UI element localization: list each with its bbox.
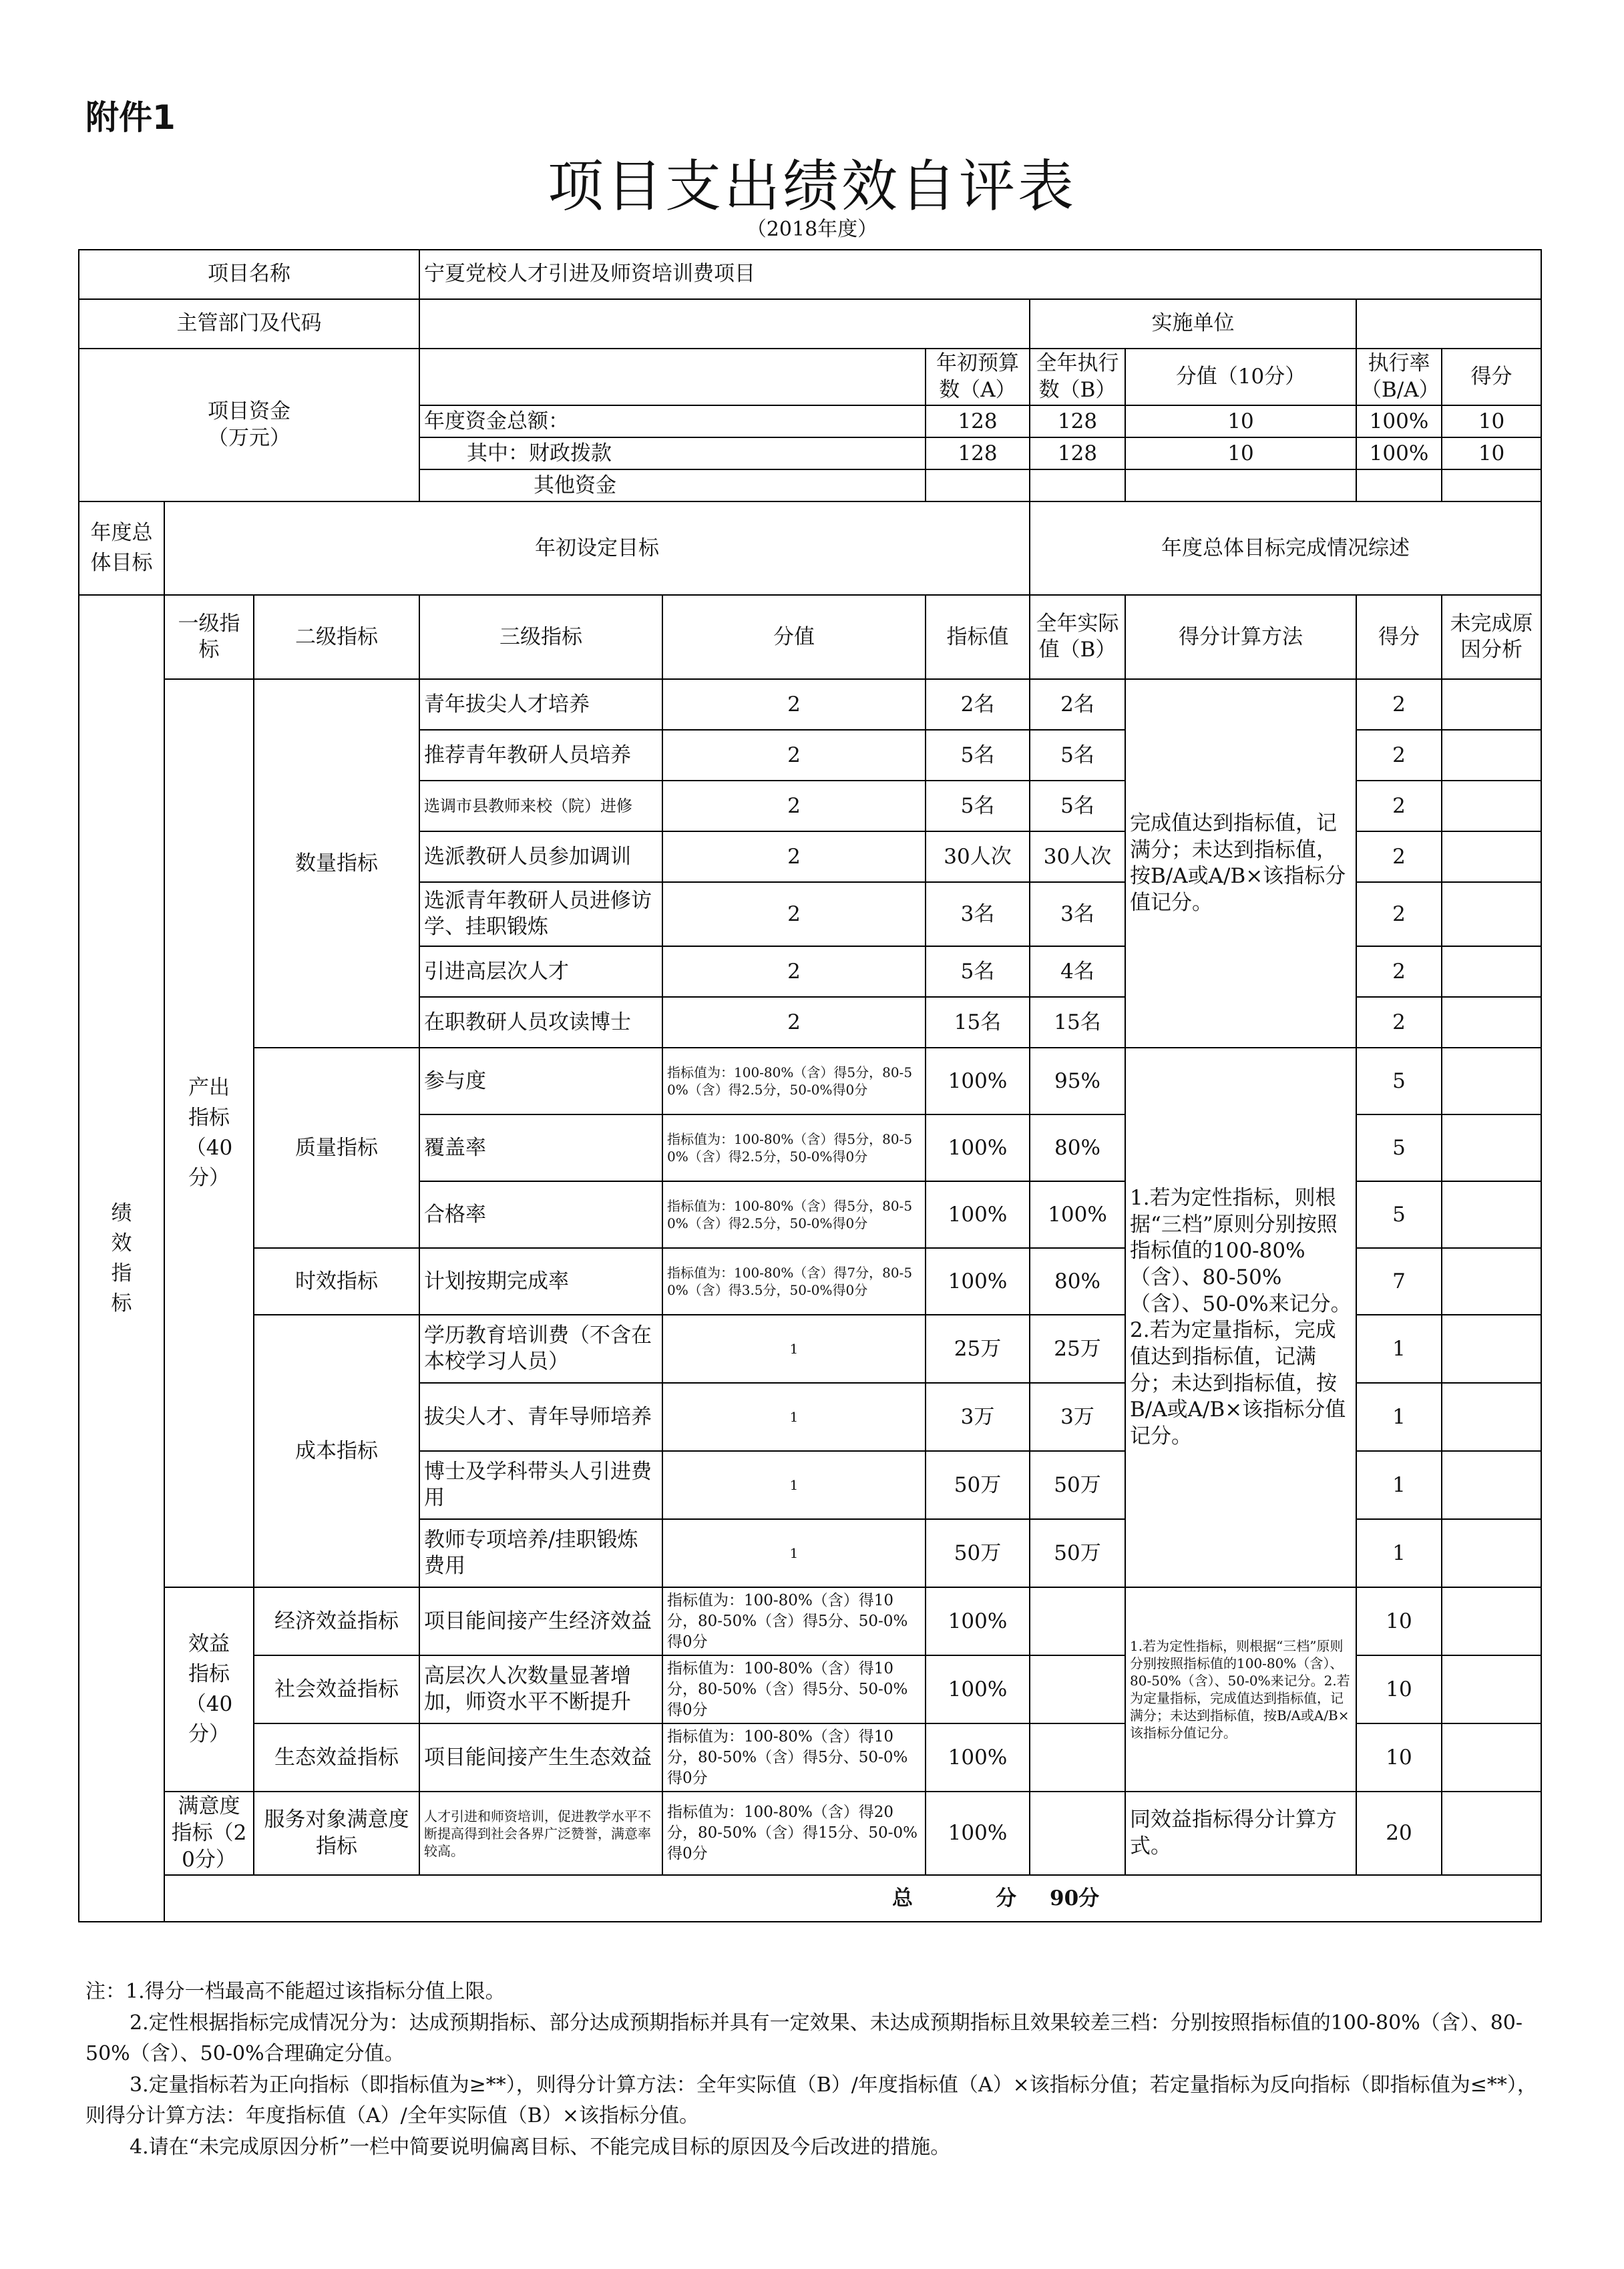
- reason-cell: [1442, 1114, 1541, 1181]
- total-label: 总 分: [164, 1875, 1030, 1922]
- level2-economic: 经济效益指标: [254, 1587, 419, 1655]
- quantity-row-name: 青年拔尖人才培养: [419, 679, 662, 730]
- impl-unit-label: 实施单位: [1030, 299, 1356, 349]
- funds-cell: 10: [1442, 437, 1541, 469]
- funds-cell: 10: [1125, 437, 1356, 469]
- quantity-row-target: 2名: [926, 679, 1030, 730]
- quantity-row-name: 选调市县教师来校（院）进修: [419, 781, 662, 831]
- benefit-row-value: 指标值为：100-80%（含）得10分，80-50%（含）得5分、50-0%得0分: [662, 1587, 926, 1655]
- quantity-row-target: 30人次: [926, 831, 1030, 882]
- quantity-row-value: 2: [662, 781, 926, 831]
- benefit-row-score: 10: [1356, 1655, 1442, 1723]
- funds-col-score-value: 分值（10分）: [1125, 349, 1356, 405]
- funds-cell: 128: [926, 437, 1030, 469]
- benefit-row-value: 指标值为：100-80%（含）得10分，80-50%（含）得5分、50-0%得0分: [662, 1655, 926, 1723]
- quality-row-score: 5: [1356, 1181, 1442, 1248]
- level2-cost: 成本指标: [254, 1315, 419, 1587]
- reason-cell: [1442, 1315, 1541, 1383]
- benefit-method: 1.若为定性指标，则根据“三档”原则分别按照指标值的100-80%（含）、80-50%（含）、50-0%来记分。2.若为定量指标，完成值达到指标值，记满分；未达到指标值，按B/A或A/B×该指标分值记分。: [1125, 1587, 1356, 1792]
- quality-row-name: 覆盖率: [419, 1114, 662, 1181]
- cost-row-target: 3万: [926, 1383, 1030, 1451]
- quantity-row-score: 2: [1356, 882, 1442, 946]
- benefit-row-score: 10: [1356, 1723, 1442, 1792]
- timeliness-row-target: 100%: [926, 1248, 1030, 1315]
- col-level3: 三级指标: [419, 595, 662, 679]
- goals-complete-label: 年度总体目标完成情况综述: [1030, 501, 1541, 595]
- evaluation-table: [78, 249, 1542, 1922]
- quantity-row-value: 2: [662, 997, 926, 1048]
- quality-row-target: 100%: [926, 1114, 1030, 1181]
- page-title: 项目支出绩效自评表: [547, 154, 1076, 219]
- quality-row-value: 指标值为：100-80%（含）得5分，80-50%（含）得2.5分，50-0%得0分: [662, 1048, 926, 1114]
- benefit-row-name: 项目能间接产生生态效益: [419, 1723, 662, 1792]
- quality-row-actual: 80%: [1030, 1114, 1125, 1181]
- quantity-row-value: 2: [662, 730, 926, 781]
- satisfaction-row-value: 指标值为：100-80%（含）得20分，80-50%（含）得15分、50-0%得0分: [662, 1792, 926, 1875]
- cost-row-actual: 25万: [1030, 1315, 1125, 1383]
- attachment-label: 附件1: [85, 98, 176, 137]
- cost-row-name: 博士及学科带头人引进费用: [419, 1451, 662, 1519]
- timeliness-row-actual: 80%: [1030, 1248, 1125, 1315]
- reason-cell: [1442, 1248, 1541, 1315]
- benefit-row-target: 100%: [926, 1587, 1030, 1655]
- reason-cell: [1442, 1792, 1541, 1875]
- cost-row-actual: 50万: [1030, 1519, 1125, 1587]
- col-level2: 二级指标: [254, 595, 419, 679]
- reason-cell: [1442, 1587, 1541, 1655]
- funds-cell: 128: [1030, 437, 1125, 469]
- col-score: 得分: [1356, 595, 1442, 679]
- benefit-row-score: 10: [1356, 1587, 1442, 1655]
- benefit-row-target: 100%: [926, 1723, 1030, 1792]
- quantity-row-name: 选派教研人员参加调训: [419, 831, 662, 882]
- project-name-label: 项目名称: [79, 250, 419, 299]
- cost-row-score: 1: [1356, 1315, 1442, 1383]
- level2-social: 社会效益指标: [254, 1655, 419, 1723]
- quantity-row-name: 在职教研人员攻读博士: [419, 997, 662, 1048]
- cost-row-value: 1: [662, 1519, 926, 1587]
- benefit-row-actual: [1030, 1587, 1125, 1655]
- quantity-method: 完成值达到指标值，记满分；未达到指标值，按B/A或A/B×该指标分值记分。: [1125, 679, 1356, 1048]
- funds-cell: [1442, 469, 1541, 501]
- quantity-row-target: 5名: [926, 946, 1030, 997]
- cost-row-actual: 50万: [1030, 1451, 1125, 1519]
- funds-cell: [1125, 469, 1356, 501]
- timeliness-row-score: 7: [1356, 1248, 1442, 1315]
- reason-cell: [1442, 730, 1541, 781]
- funds-label: 项目资金 （万元）: [79, 349, 419, 501]
- funds-col-rate: 执行率（B/A）: [1356, 349, 1442, 405]
- satisfaction-row-target: 100%: [926, 1792, 1030, 1875]
- cost-row-name: 学历教育培训费（不含在本校学习人员）: [419, 1315, 662, 1383]
- reason-cell: [1442, 882, 1541, 946]
- reason-cell: [1442, 1723, 1541, 1792]
- benefit-row-actual: [1030, 1723, 1125, 1792]
- quantity-row-actual: 15名: [1030, 997, 1125, 1048]
- funds-cell: [1356, 469, 1442, 501]
- quantity-row-score: 2: [1356, 997, 1442, 1048]
- quality-row-value: 指标值为：100-80%（含）得5分，80-50%（含）得2.5分，50-0%得0分: [662, 1114, 926, 1181]
- quality-method: 1.若为定性指标，则根据“三档”原则分别按照指标值的100-80%（含）、80-50%（含）、50-0%来记分。2.若为定量指标，完成值达到指标值，记满分；未达到指标值，按B/A或A/B×该指标分值记分。: [1125, 1048, 1356, 1587]
- satisfaction-row-actual: [1030, 1792, 1125, 1875]
- cost-row-target: 50万: [926, 1451, 1030, 1519]
- funds-row-fiscal: 其中：财政拨款: [419, 437, 926, 469]
- satisfaction-row-score: 20: [1356, 1792, 1442, 1875]
- reason-cell: [1442, 946, 1541, 997]
- dept-label: 主管部门及代码: [79, 299, 419, 349]
- cost-row-target: 25万: [926, 1315, 1030, 1383]
- quantity-row-value: 2: [662, 679, 926, 730]
- quantity-row-target: 5名: [926, 730, 1030, 781]
- funds-cell: 100%: [1356, 405, 1442, 437]
- level2-service: 服务对象满意度指标: [254, 1792, 419, 1875]
- quantity-row-score: 2: [1356, 946, 1442, 997]
- quantity-row-actual: 30人次: [1030, 831, 1125, 882]
- level2-quantity: 数量指标: [254, 679, 419, 1048]
- quality-row-target: 100%: [926, 1048, 1030, 1114]
- col-score-value: 分值: [662, 595, 926, 679]
- note-1: 注：1.得分一档最高不能超过该指标分值上限。: [85, 1980, 505, 2003]
- cost-row-value: 1: [662, 1315, 926, 1383]
- quality-row-actual: 95%: [1030, 1048, 1125, 1114]
- funds-cell: 10: [1442, 405, 1541, 437]
- cost-row-actual: 3万: [1030, 1383, 1125, 1451]
- benefit-row-name: 项目能间接产生经济效益: [419, 1587, 662, 1655]
- col-target: 指标值: [926, 595, 1030, 679]
- reason-cell: [1442, 1048, 1541, 1114]
- quantity-row-value: 2: [662, 882, 926, 946]
- goals-label: 年度总体目标: [79, 501, 164, 595]
- quality-row-score: 5: [1356, 1048, 1442, 1114]
- benefit-row-name: 高层次人次数量显著增加，师资水平不断提升: [419, 1655, 662, 1723]
- benefit-row-actual: [1030, 1655, 1125, 1723]
- reason-cell: [1442, 831, 1541, 882]
- quality-row-value: 指标值为：100-80%（含）得5分，80-50%（含）得2.5分，50-0%得0分: [662, 1181, 926, 1248]
- level2-timeliness: 时效指标: [254, 1248, 419, 1315]
- funds-cell: [926, 469, 1030, 501]
- col-reason: 未完成原因分析: [1442, 595, 1541, 679]
- quantity-row-actual: 5名: [1030, 781, 1125, 831]
- quantity-row-score: 2: [1356, 781, 1442, 831]
- funds-cell: 128: [926, 405, 1030, 437]
- project-name-value: 宁夏党校人才引进及师资培训费项目: [419, 250, 1541, 299]
- funds-cell: [1030, 469, 1125, 501]
- funds-row-total: 年度资金总额：: [419, 405, 926, 437]
- note-2: 2.定性根据指标完成情况分为：达成预期指标、部分达成预期指标并具有一定效果、未达成预期指标且效果较差三档：分别按照指标值的100-80%（含）、80-50%（含）、50-0%合理确定分值。: [85, 2011, 1523, 2065]
- level1-benefit: 效益指标（40分）: [164, 1587, 254, 1792]
- reason-cell: [1442, 997, 1541, 1048]
- level1-output: 产出指标（40分）: [164, 679, 254, 1587]
- impl-unit-value: [1356, 299, 1541, 349]
- cost-row-target: 50万: [926, 1519, 1030, 1587]
- level1-satisfaction: 满意度指标（20分）: [164, 1792, 254, 1875]
- reason-cell: [1442, 1383, 1541, 1451]
- reason-cell: [1442, 1451, 1541, 1519]
- level2-quality: 质量指标: [254, 1048, 419, 1248]
- quality-row-target: 100%: [926, 1181, 1030, 1248]
- timeliness-row-value: 指标值为：100-80%（含）得7分，80-50%（含）得3.5分，50-0%得0分: [662, 1248, 926, 1315]
- satisfaction-row-name: 人才引进和师资培训，促进教学水平不断提高得到社会各界广泛赞誉，满意率较高。: [419, 1792, 662, 1875]
- funds-col-a: 年初预算数（A）: [926, 349, 1030, 405]
- quantity-row-value: 2: [662, 946, 926, 997]
- cost-row-score: 1: [1356, 1383, 1442, 1451]
- reason-cell: [1442, 781, 1541, 831]
- cost-row-name: 教师专项培养/挂职锻炼费用: [419, 1519, 662, 1587]
- total-score: 90分: [1030, 1875, 1541, 1922]
- quantity-row-score: 2: [1356, 831, 1442, 882]
- quantity-row-actual: 4名: [1030, 946, 1125, 997]
- quantity-row-target: 15名: [926, 997, 1030, 1048]
- cost-row-score: 1: [1356, 1451, 1442, 1519]
- level2-ecological: 生态效益指标: [254, 1723, 419, 1792]
- quality-row-actual: 100%: [1030, 1181, 1125, 1248]
- timeliness-row-name: 计划按期完成率: [419, 1248, 662, 1315]
- reason-cell: [1442, 679, 1541, 730]
- col-actual: 全年实际值（B）: [1030, 595, 1125, 679]
- funds-cell: 10: [1125, 405, 1356, 437]
- quantity-row-actual: 2名: [1030, 679, 1125, 730]
- funds-row-other: 其他资金: [419, 469, 926, 501]
- quantity-row-actual: 5名: [1030, 730, 1125, 781]
- performance-indicators-label: 绩效指标: [79, 595, 164, 1922]
- cost-row-value: 1: [662, 1383, 926, 1451]
- goals-set-label: 年初设定目标: [164, 501, 1030, 595]
- reason-cell: [1442, 1519, 1541, 1587]
- quantity-row-value: 2: [662, 831, 926, 882]
- quantity-row-score: 2: [1356, 679, 1442, 730]
- cost-row-name: 拔尖人才、青年导师培养: [419, 1383, 662, 1451]
- cost-row-score: 1: [1356, 1519, 1442, 1587]
- quantity-row-name: 选派青年教研人员进修访学、挂职锻炼: [419, 882, 662, 946]
- reason-cell: [1442, 1181, 1541, 1248]
- col-method: 得分计算方法: [1125, 595, 1356, 679]
- note-4: 4.请在“未完成原因分析”一栏中简要说明偏离目标、不能完成目标的原因及今后改进的措施。: [130, 2135, 951, 2159]
- benefit-row-target: 100%: [926, 1655, 1030, 1723]
- notes-section: [85, 1977, 1541, 2163]
- reason-cell: [1442, 1655, 1541, 1723]
- quality-row-score: 5: [1356, 1114, 1442, 1181]
- funds-cell: 128: [1030, 405, 1125, 437]
- page-subtitle: （2018年度）: [746, 218, 878, 241]
- col-level1: 一级指标: [164, 595, 254, 679]
- quantity-row-name: 引进高层次人才: [419, 946, 662, 997]
- quality-row-name: 参与度: [419, 1048, 662, 1114]
- quantity-row-target: 5名: [926, 781, 1030, 831]
- benefit-row-value: 指标值为：100-80%（含）得10分，80-50%（含）得5分、50-0%得0分: [662, 1723, 926, 1792]
- quantity-row-score: 2: [1356, 730, 1442, 781]
- funds-cell: 100%: [1356, 437, 1442, 469]
- note-3: 3.定量指标若为正向指标（即指标值为≥**），则得分计算方法：全年实际值（B）/年度指标值（A）×该指标分值；若定量指标为反向指标（即指标值为≤**），则得分计算方法：年度指标值（A）/全年实际值（B）×该指标分值。: [85, 2073, 1537, 2127]
- cost-row-value: 1: [662, 1451, 926, 1519]
- funds-blank: [419, 349, 926, 405]
- satisfaction-method: 同效益指标得分计算方式。: [1125, 1792, 1356, 1875]
- quality-row-name: 合格率: [419, 1181, 662, 1248]
- quantity-row-name: 推荐青年教研人员培养: [419, 730, 662, 781]
- funds-col-score: 得分: [1442, 349, 1541, 405]
- quantity-row-target: 3名: [926, 882, 1030, 946]
- dept-value: [419, 299, 1030, 349]
- funds-col-b: 全年执行数（B）: [1030, 349, 1125, 405]
- quantity-row-actual: 3名: [1030, 882, 1125, 946]
